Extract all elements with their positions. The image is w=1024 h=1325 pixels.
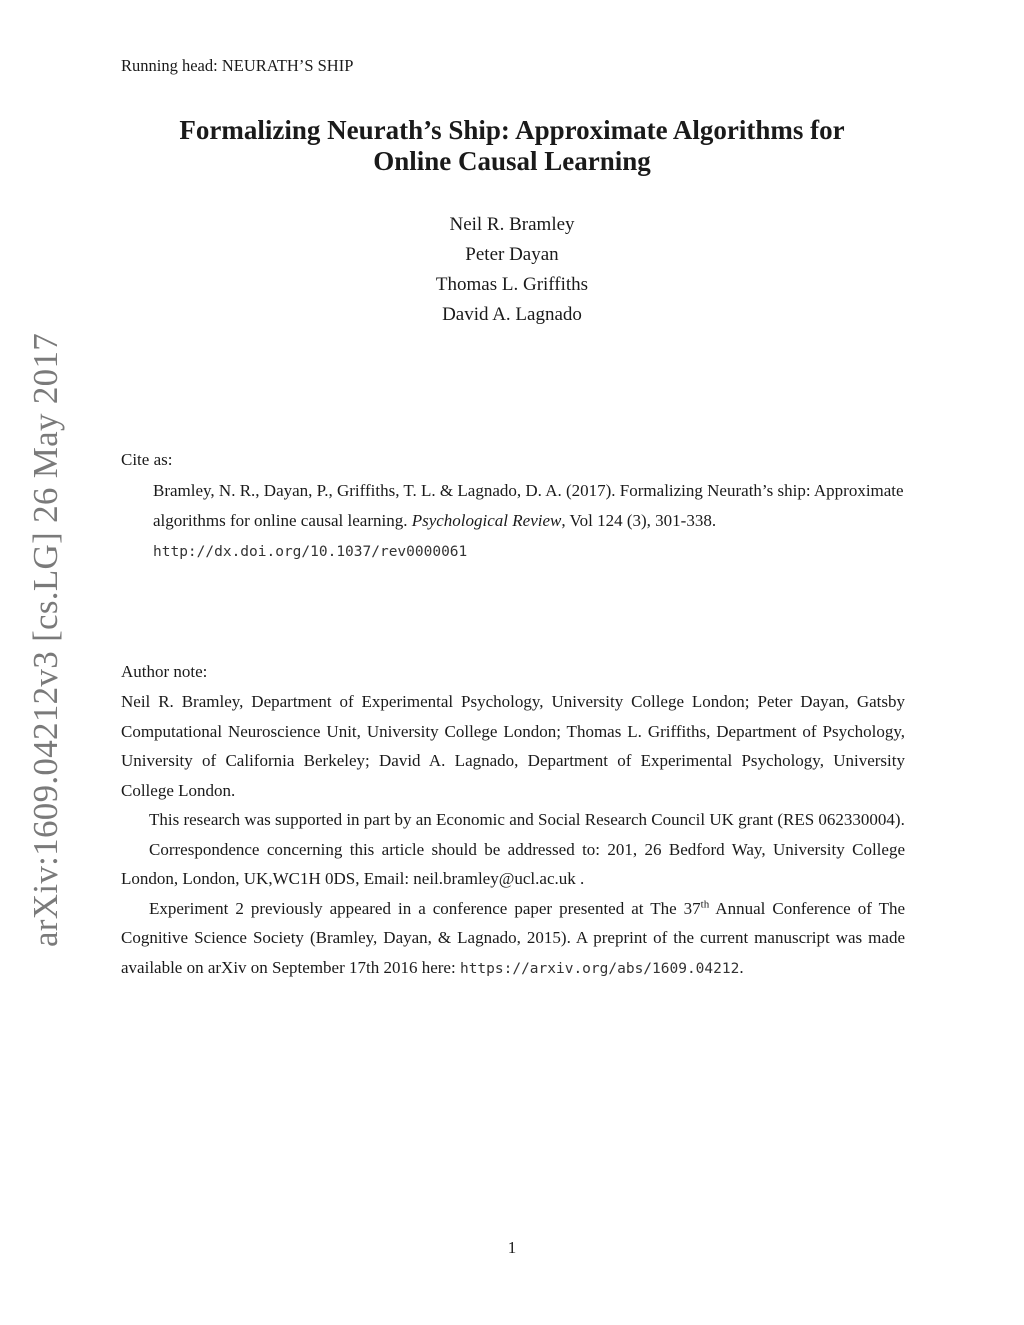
author-name: David A. Lagnado [442, 304, 582, 325]
preprint-text: Experiment 2 previously appeared in a conference paper presented at The 37 [149, 898, 701, 918]
page-number: 1 [507, 1238, 517, 1257]
funding-paragraph: This research was supported in part by an Economic and Social Research Council UK grant (RES 062330004). [149, 810, 905, 829]
journal-name: Psychological Review [411, 511, 562, 530]
citation [153, 476, 913, 567]
preprint-url-link[interactable]: https://arxiv.org/abs/1609.04212 [459, 960, 740, 977]
ordinal-suffix: th [700, 897, 710, 910]
author-list [312, 210, 712, 330]
citation-text: Bramley, N. R., Dayan, P., Griffiths, T. L. & Lagnado, D. A. (2017). Formalizing Neurath’s ship: Approximate algorithms for online causal learning. [153, 481, 904, 530]
author-note-label: Author note: [121, 662, 208, 681]
author-name: Neil R. Bramley [449, 214, 575, 235]
correspondence-paragraph: Correspondence concerning this article should be addressed to: 201, 26 Bedford Way, University College London, London, UK,WC1H 0DS, Email: neil.bramley@ucl.ac.uk . [121, 839, 905, 888]
running-head: Running head: NEURATH’S SHIP [121, 56, 354, 75]
title-line-1: Formalizing Neurath’s Ship: Approximate Algorithms for [179, 115, 845, 145]
arxiv-identifier-stamp: arXiv:1609.04212v3 [cs.LG] 26 May 2017 [26, 332, 65, 948]
cite-label: Cite as: [121, 450, 173, 469]
author-name: Peter Dayan [465, 244, 559, 265]
author-name: Thomas L. Griffiths [435, 274, 589, 295]
citation-volume-pages: , Vol 124 (3), 301-338. [561, 511, 717, 530]
preprint-paragraph [121, 894, 905, 985]
preprint-text-continued: Annual Conference of The Cognitive Science Society (Bramley, Dayan, & Lagnado, 2015). A preprint of the current manuscript was made available on arXiv on September 17th 2016 here: [121, 898, 906, 977]
paper-title [60, 115, 964, 177]
title-line-2: Online Causal Learning [373, 146, 651, 176]
affiliations-paragraph: Neil R. Bramley, Department of Experimental Psychology, University College London; Peter Dayan, Gatsby Computational Neuroscience Unit, University College London; Thomas L. Griffiths, Department of Psychology, University of California Berkeley; David A. Lagnado, Department of Experimental Psychology, University College London. [121, 692, 905, 800]
doi-link[interactable]: http://dx.doi.org/10.1037/rev0000061 [153, 544, 468, 560]
preprint-end: . [739, 957, 744, 977]
author-note [121, 687, 905, 984]
